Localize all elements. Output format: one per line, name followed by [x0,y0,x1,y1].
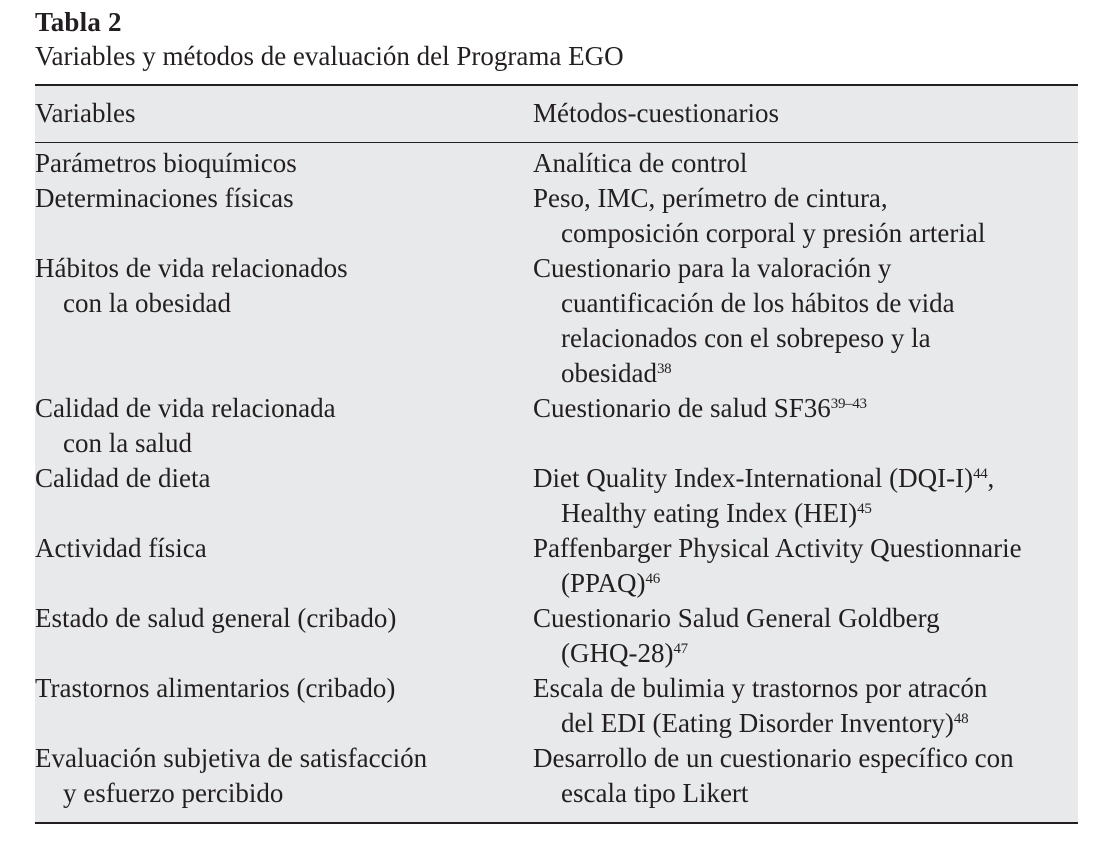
method-line [533,391,1078,426]
method-text: cuantificación de los hábitos de vida [561,288,955,318]
method-line [533,146,1078,181]
table-row [35,251,1078,391]
header-variables: Variables [35,98,136,128]
variable-line: Calidad de dieta [35,463,211,493]
reference-superscript: 47 [673,641,688,657]
method-line [533,566,1078,601]
table-bottom-rule [35,822,1078,824]
variable-line: Trastornos alimentarios (cribado) [35,673,396,703]
variable-cell [35,181,533,251]
reference-superscript: 44 [973,466,988,482]
method-cell [533,671,1078,741]
method-text: Healthy eating Index (HEI) [561,498,858,528]
method-text: Peso, IMC, perímetro de cintura, [533,183,888,213]
method-line [533,671,1078,706]
variable-line: y esfuerzo percibido [63,778,284,808]
table-title-block [35,6,1078,74]
table-row [35,181,1078,251]
table-row [35,146,1078,181]
method-text: Escala de bulimia y trastornos por atracón [533,673,988,703]
method-text: Cuestionario para la valoración y [533,253,892,283]
method-line [533,461,1078,496]
method-cell [533,181,1078,251]
variable-line: Calidad de vida relacionada [35,393,336,423]
method-text: escala tipo Likert [561,778,749,808]
method-cell [533,741,1078,811]
method-text: Analítica de control [533,148,748,178]
method-tail: , [987,463,995,493]
method-text: composición corporal y presión arterial [561,218,986,248]
method-line [533,321,1078,356]
variable-line: Estado de salud general (cribado) [35,603,397,633]
variable-line: Parámetros bioquímicos [35,148,297,178]
method-text: Cuestionario de salud SF36 [533,393,831,423]
method-line [533,776,1078,811]
header-methods: Métodos-cuestionarios [533,98,779,128]
reference-superscript: 38 [656,361,672,377]
variable-line: Actividad física [35,533,207,563]
table-row [35,741,1078,811]
method-line [533,286,1078,321]
method-text: del EDI (Eating Disorder Inventory) [561,708,954,738]
method-line [533,356,1078,391]
method-cell [533,391,1078,461]
method-text: Paffenbarger Physical Activity Questionnarie [533,533,1022,563]
method-cell [533,531,1078,601]
variable-cell [35,461,533,531]
variable-cell [35,531,533,601]
table-caption: Variables y métodos de evaluación del Programa EGO [35,41,624,71]
method-text: (GHQ-28) [561,638,674,668]
method-text: relacionados con el sobrepeso y la [561,323,931,353]
method-cell [533,461,1078,531]
table-header-row [35,86,1078,142]
method-line [533,251,1078,286]
table-row [35,601,1078,671]
variable-cell [35,601,533,671]
method-cell [533,146,1078,181]
table-label: Tabla 2 [35,7,122,37]
variable-line: Evaluación subjetiva de satisfacción [35,743,428,773]
table-row [35,671,1078,741]
method-cell [533,601,1078,671]
method-line [533,741,1078,776]
method-line [533,496,1078,531]
variable-cell [35,671,533,741]
variable-line: Hábitos de vida relacionados [35,253,348,283]
method-line [533,706,1078,741]
method-text: Desarrollo de un cuestionario específico con [533,743,1014,773]
table-header-rule [35,142,1078,143]
method-text: (PPAQ) [561,568,646,598]
table-body [35,146,1078,811]
variable-line: con la obesidad [63,288,231,318]
method-line [533,636,1078,671]
method-text: Cuestionario Salud General Goldberg [533,603,940,633]
table-row [35,531,1078,601]
variable-cell [35,741,533,811]
reference-superscript: 45 [857,501,872,517]
method-text: obesidad [561,358,657,388]
table-row [35,391,1078,461]
method-line [533,216,1078,251]
method-line [533,601,1078,636]
variable-line: Determinaciones físicas [35,183,294,213]
reference-superscript: 46 [645,571,660,587]
variable-line: con la salud [63,428,192,458]
reference-superscript: 39–43 [830,396,867,412]
method-cell [533,251,1078,391]
variable-cell [35,251,533,391]
table-row [35,461,1078,531]
method-line [533,531,1078,566]
variable-cell [35,146,533,181]
method-text: Diet Quality Index-International (DQI-I) [533,463,974,493]
reference-superscript: 48 [953,711,969,727]
method-line [533,181,1078,216]
variable-cell [35,391,533,461]
